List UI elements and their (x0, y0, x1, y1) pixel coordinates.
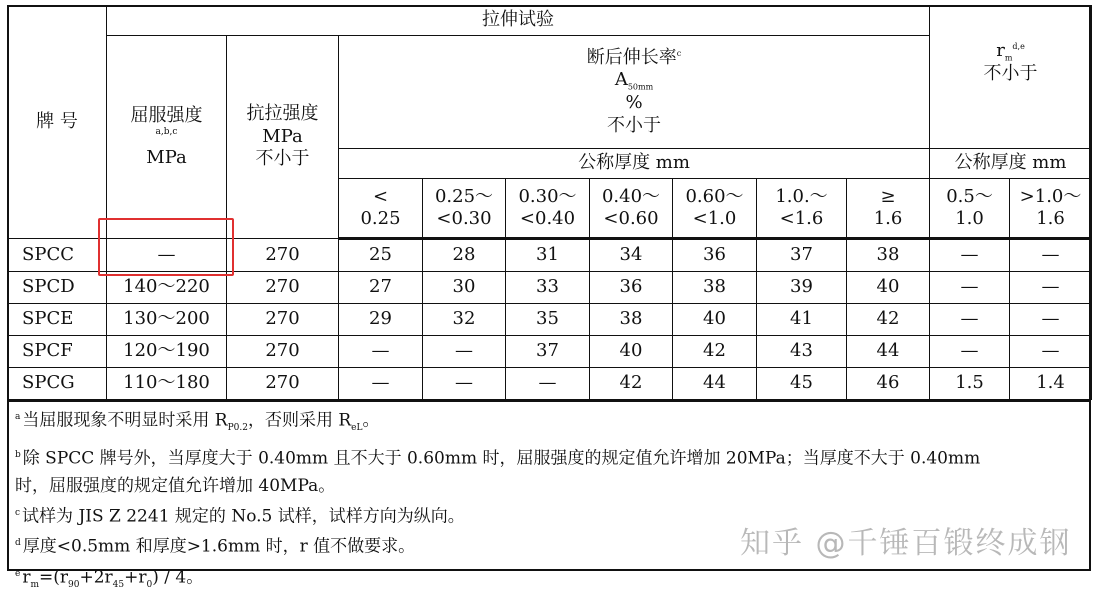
elongation-cell: 28 (423, 239, 506, 272)
elongation-cell: 46 (847, 368, 930, 400)
elongation-cell: — (339, 336, 423, 368)
tensile-test-header: 拉伸试验 (107, 6, 930, 36)
grade-cell: SPCG (8, 368, 107, 400)
r-thickness-header: 公称厚度 mm (930, 149, 1092, 179)
yield-cell: 110～180 (107, 368, 227, 400)
elongation-cell: 42 (847, 304, 930, 336)
r-value-cell: — (930, 239, 1010, 272)
elongation-cell: 44 (673, 368, 757, 400)
elongation-cell: — (423, 336, 506, 368)
elongation-cell: 42 (673, 336, 757, 368)
tensile-cell: 270 (227, 304, 339, 336)
elongation-cell: 40 (847, 272, 930, 304)
elongation-cell: 30 (423, 272, 506, 304)
elongation-cell: 37 (757, 239, 847, 272)
grade-cell: SPCD (8, 272, 107, 304)
elongation-cell: 41 (757, 304, 847, 336)
table-row (8, 336, 1092, 368)
grade-cell: SPCC (8, 239, 107, 272)
grade-header: 牌 号 (8, 6, 107, 239)
elongation-cell: 31 (506, 239, 590, 272)
elongation-cell: 32 (423, 304, 506, 336)
watermark: 知乎 @千锤百锻终成钢 (740, 526, 1072, 561)
r-value-cell: — (1010, 239, 1092, 272)
elongation-cell: 44 (847, 336, 930, 368)
footnote-a: $^a$ 当屈服现象不明显时采用 $R_{P0.2}$，否则采用 $R_{eL}$。 (15, 410, 380, 434)
yield-cell: 140～220 (107, 272, 227, 304)
grade-cell: SPCE (8, 304, 107, 336)
r-range-1: >1.0～ 1.6 (1010, 179, 1092, 239)
thickness-range-4: 0.60～ <1.0 (673, 179, 757, 239)
r-value-cell: — (1010, 304, 1092, 336)
tensile-cell: 270 (227, 239, 339, 272)
elongation-cell: 40 (590, 336, 673, 368)
grade-cell: SPCF (8, 336, 107, 368)
thickness-range-2: 0.30～ <0.40 (506, 179, 590, 239)
tensile-strength-header: 抗拉强度 MPa 不小于 (227, 36, 339, 239)
thickness-range-3: 0.40～ <0.60 (590, 179, 673, 239)
footnote-d: $^d$ 厚度<0.5mm 和厚度>1.6mm 时，r 值不做要求。 (15, 537, 416, 558)
highlight-box (98, 218, 234, 276)
rm-header: $r_m^{d,e}$ 不小于 (930, 6, 1092, 149)
thickness-range-6: ≥ 1.6 (847, 179, 930, 239)
table-row (8, 368, 1092, 400)
table-row (8, 272, 1092, 304)
footnote-c: $^c$ 试样为 JIS Z 2241 规定的 No.5 试样，试样方向为纵向。 (15, 506, 465, 527)
footnote-e: $^e$ $r_m=(r_{90}+2r_{45}+r_0) / 4$。 (15, 567, 204, 591)
footnote-b: $^b$ 除 SPCC 牌号外，当厚度大于 0.40mm 且不大于 0.60mm 时，屈服强度的规定值允许增加 20MPa；当厚度不大于 0.40mm (15, 448, 981, 469)
r-value-cell: — (930, 272, 1010, 304)
footnote-b-continued: 时，屈服强度的规定值允许增加 40MPa。 (15, 475, 336, 496)
elongation-cell: 35 (506, 304, 590, 336)
tensile-test-table (7, 5, 1092, 400)
elongation-cell: — (339, 368, 423, 400)
elongation-cell: 45 (757, 368, 847, 400)
thickness-range-0: < 0.25 (339, 179, 423, 239)
r-value-cell: 1.5 (930, 368, 1010, 400)
elongation-cell: 38 (590, 304, 673, 336)
tensile-cell: 270 (227, 272, 339, 304)
elongation-cell: — (423, 368, 506, 400)
yield-cell: 130～200 (107, 304, 227, 336)
elongation-header: 断后伸长率$^c$ $A_{50mm}$ % 不小于 (339, 36, 930, 149)
elongation-cell: 29 (339, 304, 423, 336)
r-value-cell: 1.4 (1010, 368, 1092, 400)
elongation-cell: 38 (847, 239, 930, 272)
yield-strength-header: 屈服强度 a,b,c MPa (107, 36, 227, 239)
thickness-range-5: 1.0.～ <1.6 (757, 179, 847, 239)
r-value-cell: — (1010, 336, 1092, 368)
elongation-thickness-header: 公称厚度 mm (339, 149, 930, 179)
elongation-cell: 25 (339, 239, 423, 272)
elongation-cell: 42 (590, 368, 673, 400)
elongation-cell: 34 (590, 239, 673, 272)
elongation-cell: — (506, 368, 590, 400)
thickness-range-1: 0.25～ <0.30 (423, 179, 506, 239)
r-value-cell: — (930, 336, 1010, 368)
r-range-0: 0.5～ 1.0 (930, 179, 1010, 239)
elongation-cell: 36 (673, 239, 757, 272)
yield-cell: — (107, 239, 227, 272)
yield-cell: 120～190 (107, 336, 227, 368)
elongation-cell: 38 (673, 272, 757, 304)
table-row (8, 304, 1092, 336)
tensile-cell: 270 (227, 336, 339, 368)
r-value-cell: — (930, 304, 1010, 336)
elongation-cell: 40 (673, 304, 757, 336)
elongation-cell: 33 (506, 272, 590, 304)
elongation-cell: 37 (506, 336, 590, 368)
elongation-cell: 27 (339, 272, 423, 304)
elongation-cell: 39 (757, 272, 847, 304)
elongation-cell: 43 (757, 336, 847, 368)
elongation-cell: 36 (590, 272, 673, 304)
r-value-cell: — (1010, 272, 1092, 304)
tensile-cell: 270 (227, 368, 339, 400)
